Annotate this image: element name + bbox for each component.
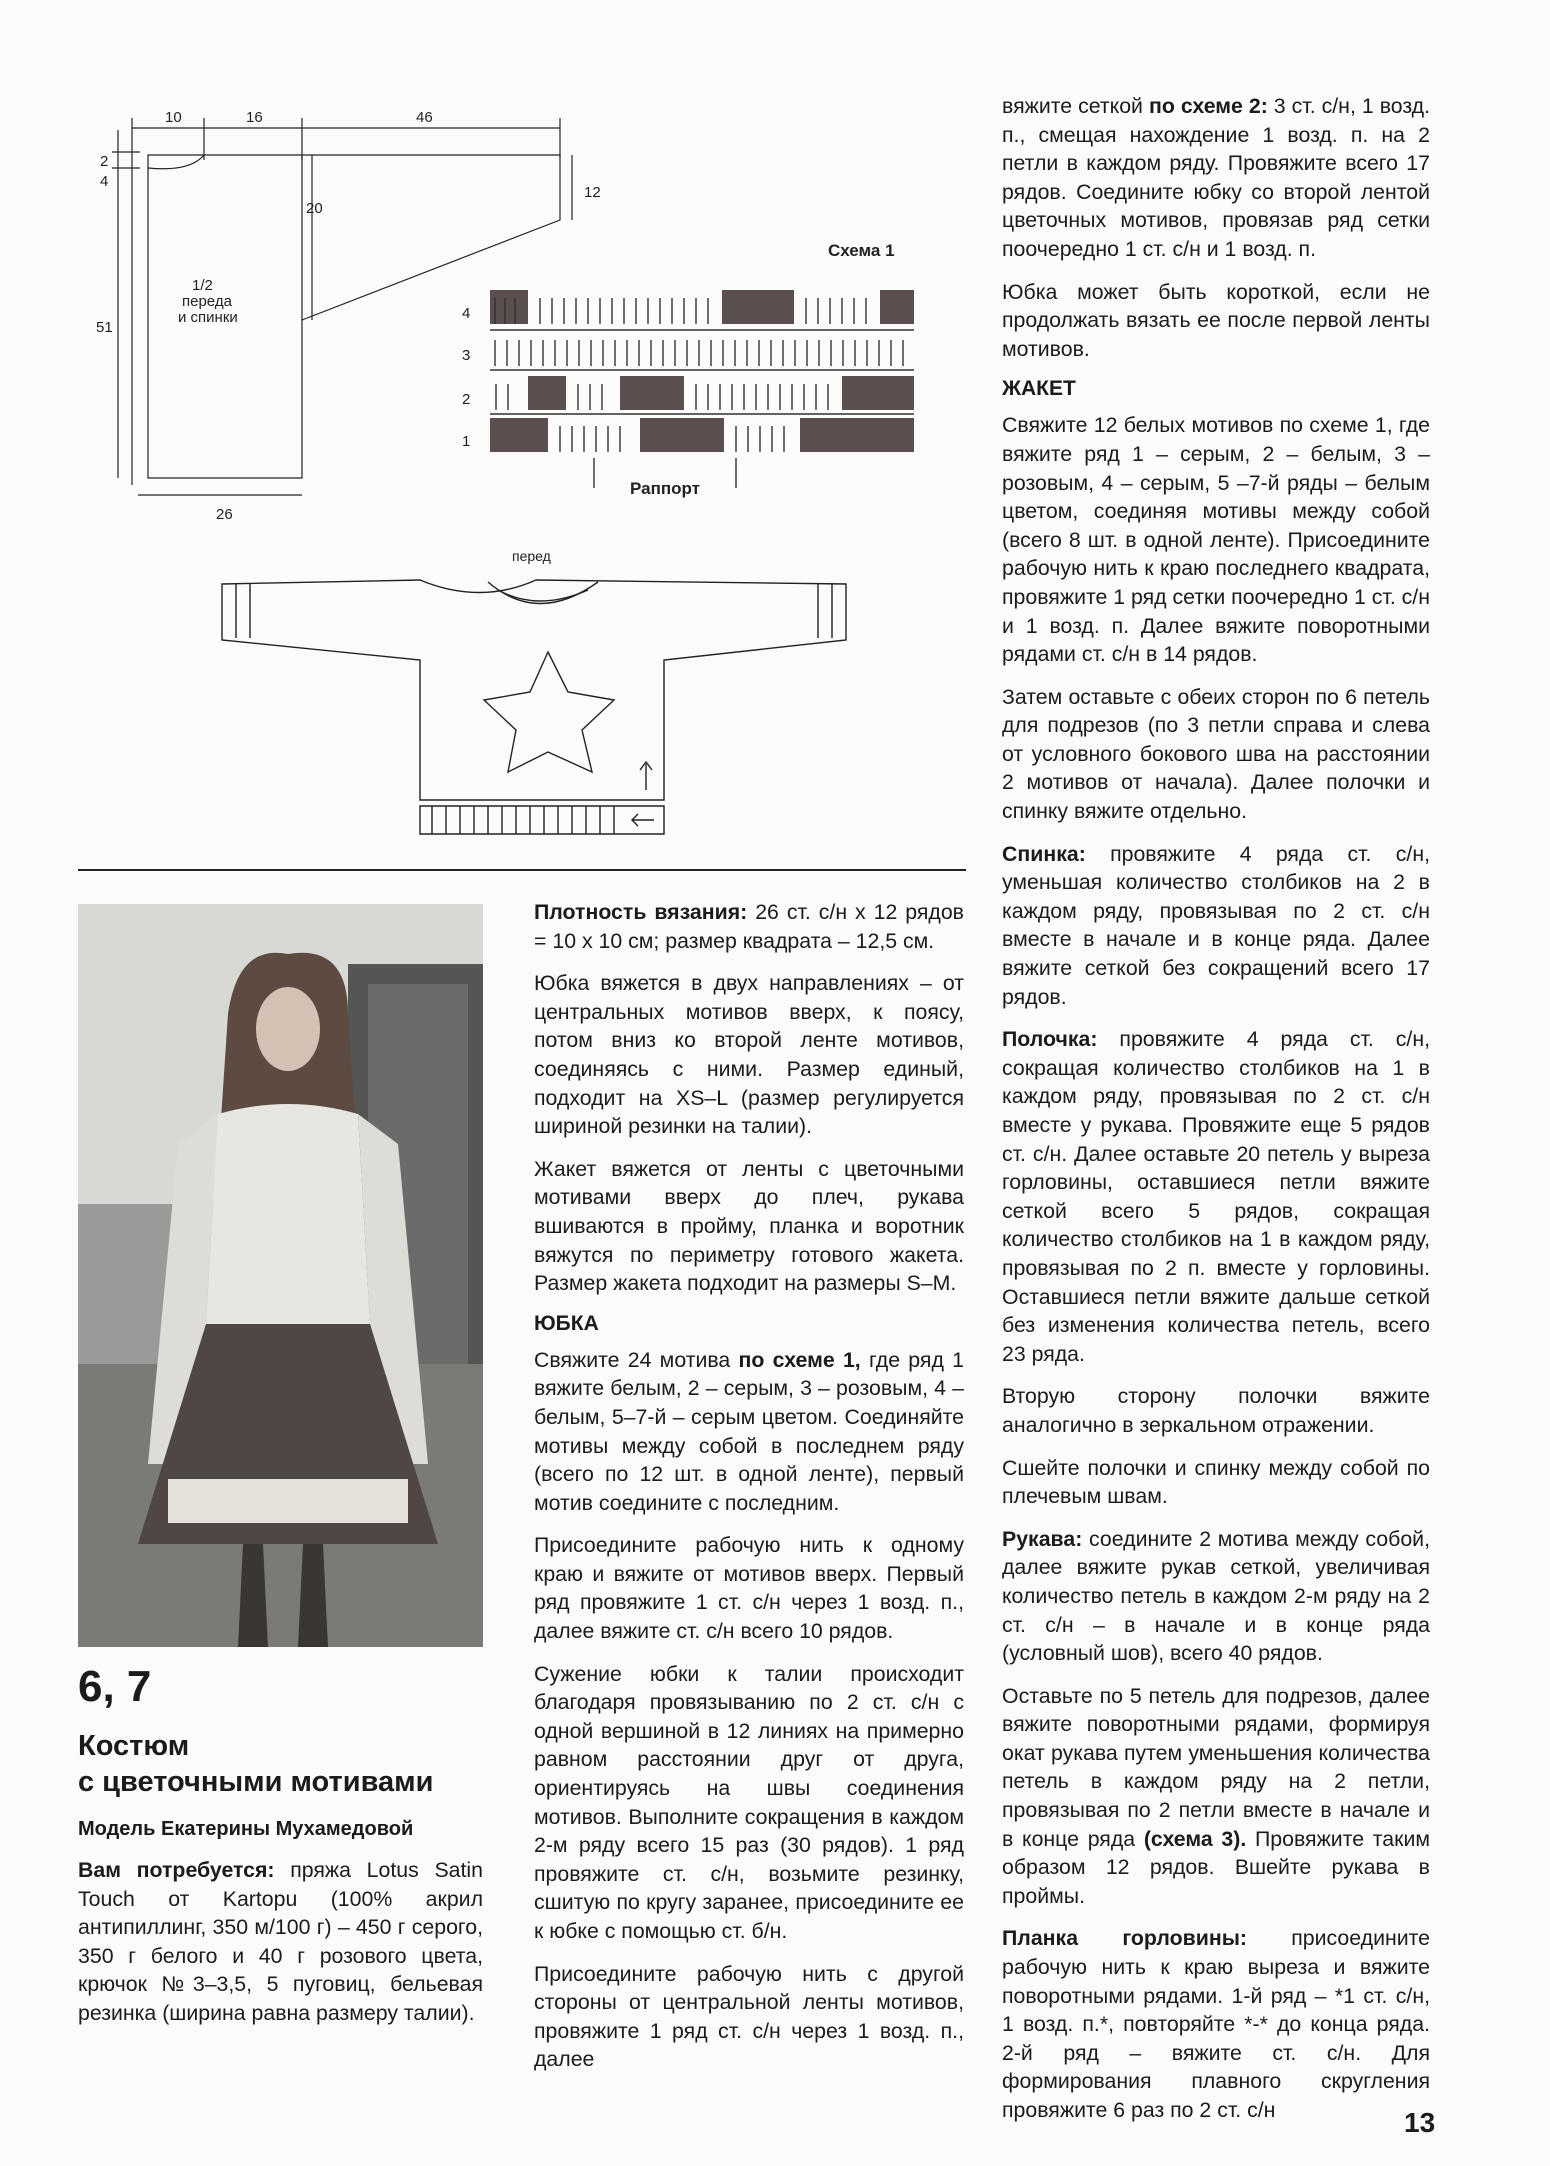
back-paragraph <box>1002 840 1430 1012</box>
skirt-paragraph-3: Сужение юбки к талии происходит благодаря провязыванию по 2 ст. с/н с одной вершиной в 12 линиях на примерно равном расстоянии друг от друга, ориентируясь на швы соединения мотивов. Выполните сокращения в каждом 2-м ряду всего 15 раз (30 рядов). 1 ряд провяжите ст. с/н, возьмите резинку, сшитую по кругу заранее, присоедините ее к юбке с помощью ст. б/н. <box>534 1661 964 1943</box>
back-text: провяжите 4 ряда ст. с/н, уменьшая количество столбиков на 2 в каждом ряду, провязывая по 2 ст. с/н вместе в начале и в конце ряда. Далее вяжите сеткой без сокращений всего 17 рядов. <box>1002 841 1430 1009</box>
row-label-1: 1 <box>462 433 471 450</box>
skirt-paragraph-4: Присоедините рабочую нить с другой стороны от центральной ленты мотивов, провяжите 1 ряд ст. с/н через 1 возд. п., далее <box>534 1961 964 2072</box>
column-3 <box>1002 92 1430 2139</box>
col3-p1-b: по схеме 2: <box>1148 94 1268 118</box>
sleeves-label: Рукава: <box>1002 1526 1083 1551</box>
materials-column <box>78 1856 483 2042</box>
model-photo <box>78 904 483 1647</box>
body-label-1: 1/2 <box>192 277 213 294</box>
designer-credit: Модель Екатерины Мухамедовой <box>78 1818 414 1840</box>
dim-46: 46 <box>416 109 433 126</box>
dim-20: 20 <box>306 200 323 217</box>
neckline-curve <box>148 155 204 169</box>
dim-2: 2 <box>100 153 109 170</box>
col3-paragraph-1 <box>1002 92 1430 264</box>
intro-paragraph-2: Жакет вяжется от ленты с цветочными мотивами вверх до плеч, рукава вшиваются в пройму, планка и воротник вяжутся по периметру готового жакета. Размер жакета подходит на размеры S–M. <box>534 1156 964 1296</box>
materials-paragraph <box>78 1856 483 2028</box>
skirt-p1-c: где ряд 1 вяжите белым, 2 – серым, 3 – розовым, 4 – белым, 5–7-й – серым цветом. Соединяйте мотивы между собой в последнем ряду (всего по 12 шт. в одной ленте), первый мотив соедините с последним. <box>534 1347 964 1515</box>
density-text: 26 ст. с/н х 12 рядов = 10 х 10 см; размер квадрата – 12,5 см. <box>534 900 964 953</box>
dim-26: 26 <box>216 506 233 523</box>
body-label-3: и спинки <box>178 309 238 326</box>
front-view-sweater <box>222 580 846 834</box>
dim-4: 4 <box>100 173 109 190</box>
jacket-paragraph-2: Затем оставьте с обеих сторон по 6 петель для подрезов (по 3 петли справа и слева от условного бокового шва на расстоянии 2 мотивов от начала). Далее полочки и спинку вяжите отдельно. <box>1002 684 1430 824</box>
body-label-2: переда <box>182 293 232 310</box>
col3-p1-a: вяжите сеткой <box>1002 94 1149 118</box>
mirror-paragraph: Вторую сторону полочки вяжите аналогично в зеркальном отражении. <box>1002 1384 1430 1437</box>
col3-p1-c: 3 ст. с/н, 1 возд. п., смещая нахождение 1 возд. п. на 2 петли в каждом ряду. Провяжите всего 17 рядов. Соедините юбку со второй лентой цветочных мотивов, провязав ряд сетки поочередно 1 ст. с/н и 1 возд. п. <box>1002 94 1431 261</box>
skirt-paragraph-2: Присоедините рабочую нить к одному краю и вяжите от мотивов вверх. Первый ряд провяжите 1 ст. с/н через 1 возд. п., далее вяжите ст. с/н всего 10 рядов. <box>534 1533 964 1644</box>
front-label: Полочка: <box>1002 1027 1098 1052</box>
skirt-paragraph-1 <box>534 1346 964 1518</box>
dim-10: 10 <box>165 109 182 126</box>
sleeves-text: соедините 2 мотива между собой, далее вяжите рукав сеткой, увеличивая количество петель в каждом 2-м ряду на 2 ст. с/н – в начале и в конце ряда (условный шов), всего 40 рядов. <box>1002 1526 1430 1666</box>
row-label-4: 4 <box>462 305 471 322</box>
crochet-chart <box>490 290 914 488</box>
neckband-text: присоедините рабочую нить к краю выреза и вяжите поворотными рядами. 1-й ряд – *1 ст. с/н, 1 возд. п.*, повторяйте *-* до конца ряда. 2-й ряд – вяжите ст. с/н. Для формирования плавного скругления провяжите 6 раз по 2 ст. с/н <box>1002 1926 1430 2122</box>
dim-51: 51 <box>96 319 113 336</box>
title-line-2: с цветочными мотивами <box>78 1766 434 1798</box>
skirt-heading: ЮБКА <box>534 1311 599 1335</box>
skirt-p1-b: по схеме 1, <box>738 1347 861 1372</box>
jacket-heading: ЖАКЕТ <box>1002 377 1076 401</box>
jacket-paragraph-1: Свяжите 12 белых мотивов по схеме 1, где вяжите ряд 1 – серым, 2 – белым, 3 – розовым, 4 – серым, 5 –7-й ряды – белым цветом, соединяя мотивы между собой (всего 8 шт. в одной ленте). Присоедините рабочую нить к краю последнего квадрата, провяжите 1 ряд сетки поочередно 1 ст. с/н и 1 возд. п. Далее вяжите поворотными рядами ст. с/н в 14 рядов. <box>1002 413 1430 667</box>
article-number: 6, 7 <box>78 1662 152 1711</box>
pattern-diagrams <box>0 0 960 860</box>
rapport-label: Раппорт <box>630 479 700 498</box>
back-label: Спинка: <box>1002 841 1086 866</box>
front-text: провяжите 4 ряда ст. с/н, сокращая количество столбиков на 1 в каждом ряду, провязывая по 2 ст. с/н вместе у рукава. Провяжите еще 5 рядов ст. с/н. Далее оставьте 20 петель у выреза горловины, оставшиеся петли вяжите сеткой всего 5 рядов, сокращая количество столбиков на 1 в каждом ряду, провязывая по 2 п. вместе у горловины. Оставшиеся петли вяжите дальше сеткой без изменения количества петель, всего 23 ряда. <box>1002 1027 1430 1366</box>
intro-paragraph-1: Юбка вяжется в двух направлениях – от центральных мотивов вверх, к поясу, потом вниз ко второй ленте мотивов, соединяясь с ними. Размер единый, подходит на XS–L (размер регулируется шириной резинки на талии). <box>534 971 964 1139</box>
scheme-title: Схема 1 <box>828 241 895 260</box>
dim-16: 16 <box>246 109 263 126</box>
row-label-3: 3 <box>462 347 471 364</box>
article-title <box>78 1728 433 1800</box>
title-line-1: Костюм <box>78 1730 190 1762</box>
front-view-label: перед <box>512 548 551 564</box>
density-paragraph <box>534 898 964 955</box>
cap-p-a: Оставьте по 5 петель для подрезов, далее вяжите поворотными рядами, формируя окат рукава путем уменьшения количества петель в каждом ряду на 2 петли, провязывая по 2 петли вместе в начале и в конце ряда <box>1002 1683 1430 1851</box>
row-label-2: 2 <box>462 391 471 408</box>
col3-paragraph-2: Юбка может быть короткой, если не продолжать вязать ее после первой ленты мотивов. <box>1002 279 1430 361</box>
seam-paragraph: Сшейте полочки и спинку между собой по плечевым швам. <box>1002 1455 1430 1509</box>
star-motif <box>484 652 614 772</box>
density-label: Плотность вязания: <box>534 900 748 924</box>
front-paragraph <box>1002 1025 1430 1368</box>
cap-p-c: Провяжите таким образом 12 рядов. Вшейте рукава в проймы. <box>1002 1826 1430 1908</box>
column-2 <box>534 898 964 2088</box>
section-divider <box>78 869 966 871</box>
dim-12: 12 <box>584 184 601 201</box>
materials-label: Вам потребуется: <box>78 1858 275 1882</box>
neckband-paragraph <box>1002 1924 1430 2124</box>
materials-text: пряжа Lotus Satin Touch от Kartopu (100% акрил антипиллинг, 350 м/100 г) – 450 г серого, 350 г белого и 40 г розового цвета, крючок №3–3,5, 5 пуговиц, бельевая резинка (ширина равна размеру талии). <box>78 1858 483 2025</box>
cap-paragraph <box>1002 1682 1430 1911</box>
sleeves-paragraph <box>1002 1525 1430 1668</box>
skirt-p1-a: Свяжите 24 мотива <box>534 1347 739 1372</box>
page-number: 13 <box>1404 2107 1436 2138</box>
cap-p-b: (схема 3). <box>1143 1826 1247 1851</box>
neckband-label: Планка горловины: <box>1002 1926 1247 1951</box>
